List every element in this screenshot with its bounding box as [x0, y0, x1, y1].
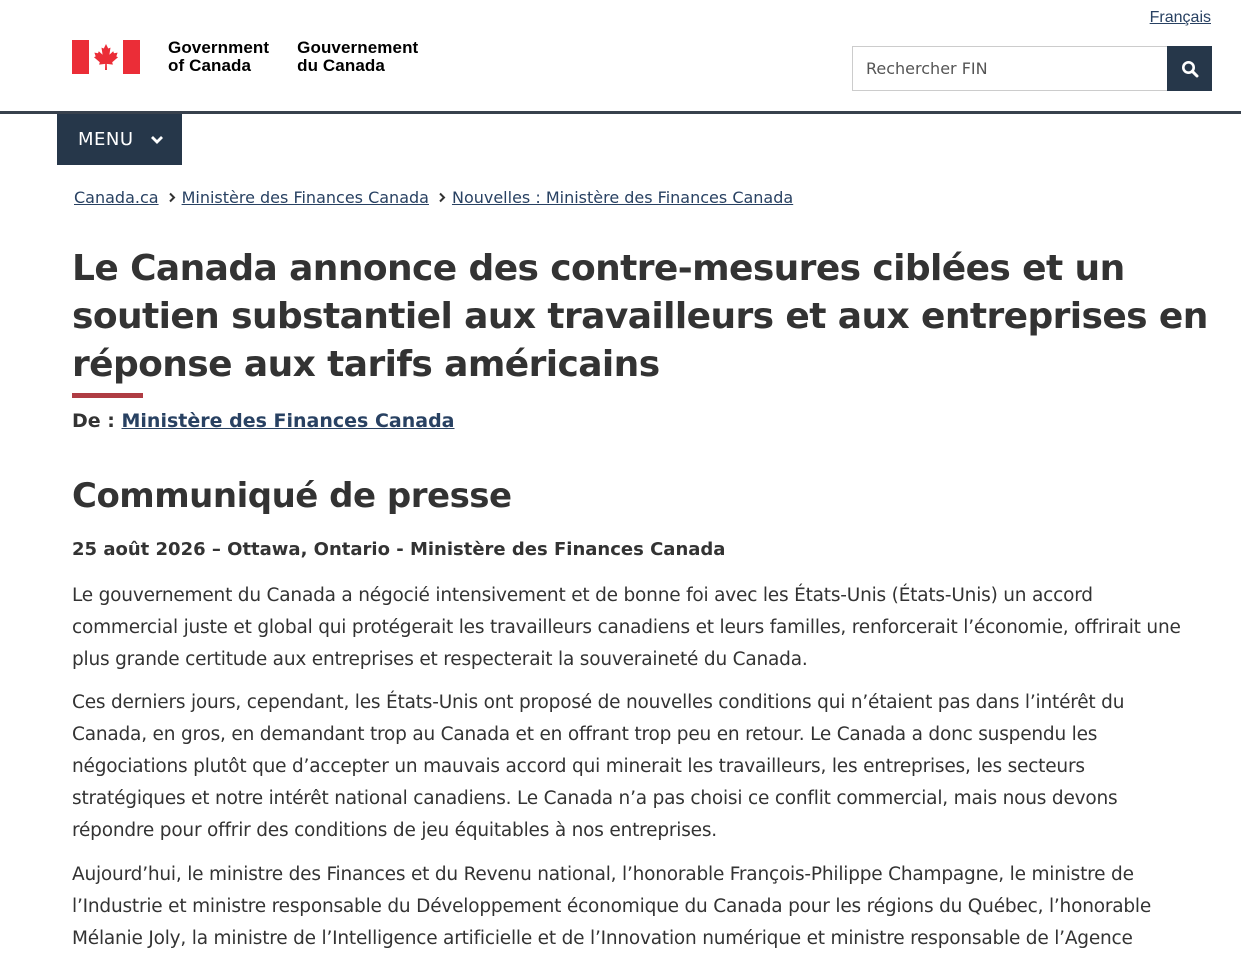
byline-department-link[interactable]: Ministère des Finances Canada — [121, 410, 455, 432]
body-paragraph: Ces derniers jours, cependant, les États-Unis ont proposé de nouvelles conditions qui n’étaient pas dans l’intérêt du Canada, en gros, en demandant trop au Canada et en offrant trop peu en retour. Le Canada a donc suspendu les négociations plutôt que d’accepter un mauvais accord qui minerait les travailleurs, les entreprises, les secteurs stratégiques et notre intérêt national canadiens. Le Canada n’a pas choisi ce conflit commercial, mais nous devons répondre pour offrir des conditions de jeu équitables à nos entreprises. — [72, 692, 1125, 841]
breadcrumb-link-canada[interactable]: Canada.ca — [74, 188, 159, 207]
gov-name-english: Government of Canada — [168, 38, 270, 75]
gov-name-french: Gouvernement du Canada — [297, 38, 419, 75]
body-paragraph: Le gouvernement du Canada a négocié intensivement et de bonne foi avec les États-Unis (États-Unis) un accord commercial juste et global qui protégerait les travailleurs canadiens et leurs familles, renforcerait l’économie, offrirait une plus grande certitude aux entreprises et respecterait la souveraineté du Canada. — [72, 585, 1181, 670]
breadcrumb — [74, 188, 793, 207]
government-wordmark — [168, 39, 446, 75]
chevron-right-icon — [168, 192, 176, 203]
byline: De : Ministère des Finances Canada — [72, 410, 455, 432]
section-heading: Communiqué de presse — [72, 476, 512, 516]
breadcrumb-link-news[interactable]: Nouvelles : Ministère des Finances Canada — [451, 188, 794, 207]
breadcrumb-link-finance[interactable]: Ministère des Finances Canada — [181, 188, 429, 207]
dateline: 25 août 2026 – Ottawa, Ontario - Ministère des Finances Canada — [72, 539, 726, 560]
chevron-down-icon — [150, 135, 164, 145]
body-paragraph: Aujourd’hui, le ministre des Finances et du Revenu national, l’honorable François-Philippe Champagne, le ministre de l’Industrie et ministre responsable du Développement économique du Canada pour les régions du Québec, l’honorable Mélanie Joly, la ministre de l’Intelligence artificielle et de l’Innovation numérique et ministre responsable de l’Agence — [72, 864, 1152, 949]
header-divider — [0, 111, 1241, 114]
title-accent-bar — [72, 393, 143, 398]
search-form — [852, 46, 1212, 91]
language-toggle-link[interactable]: Français — [1149, 9, 1211, 26]
page-title: Le Canada annonce des contre-mesures ciblées et un soutien substantiel aux travailleurs et aux entreprises en réponse aux tarifs américains — [72, 248, 1208, 385]
government-of-canada-signature[interactable] — [72, 39, 446, 75]
search-icon — [1181, 60, 1199, 78]
search-input[interactable] — [852, 46, 1167, 91]
canada-flag-icon — [72, 40, 140, 74]
main-menu-button[interactable]: MENU — [57, 114, 182, 165]
chevron-right-icon — [438, 192, 446, 203]
search-button[interactable] — [1167, 46, 1212, 91]
